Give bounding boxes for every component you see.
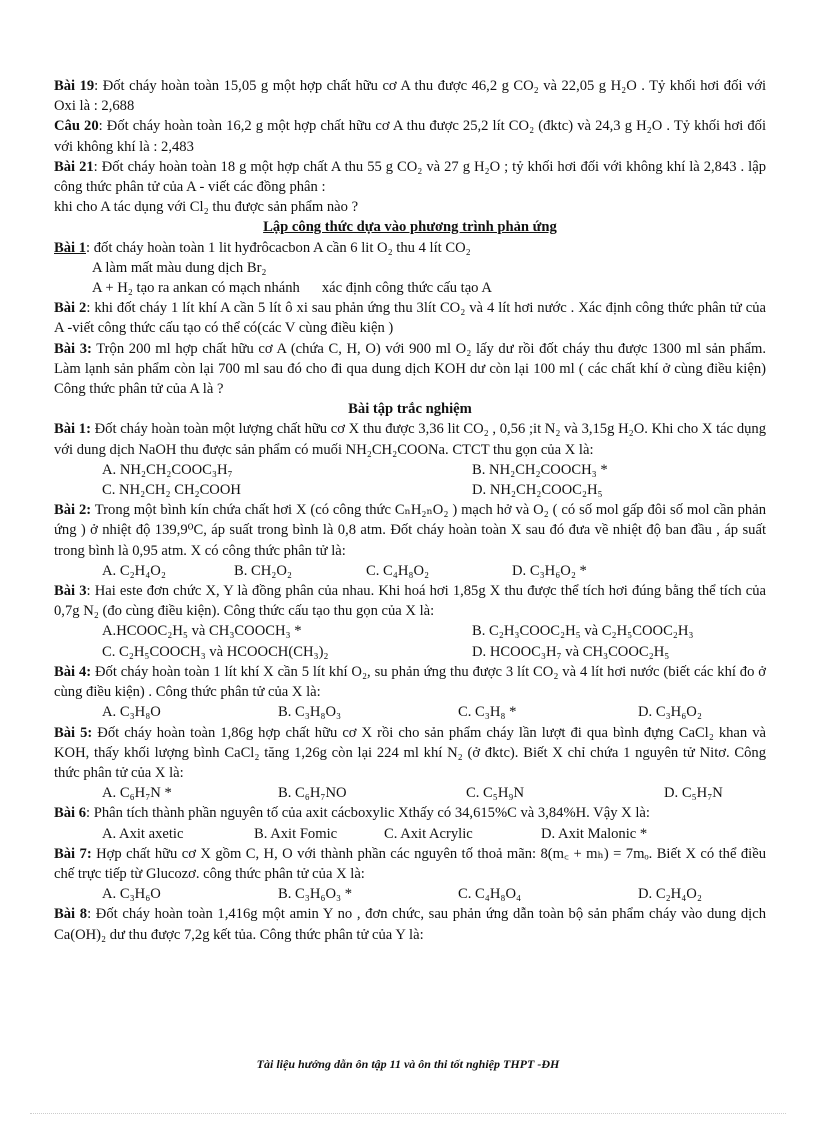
section-heading-reaction: Lập công thức dựa vào phương trình phản ứng: [263, 219, 557, 236]
quiz-7-options: [54, 884, 766, 904]
option-b: B. C₆H₇NO: [278, 785, 347, 802]
problem-text: : Đốt cháy hoàn toàn 18 g một hợp chất A thu 55 g CO₂ và 27 g H₂O ; tỷ khối hơi đối với không khí là 2,843 . lập công thức phân tử của A - viết các đồng phân :: [54, 158, 767, 196]
option-b: B. C₂H₃COOC₂H₅ và C₂H₅COOC₂H₃: [472, 623, 694, 640]
option-a: A. Axit axetic: [102, 825, 184, 842]
option-c: C. C₄H₈O₂: [366, 562, 430, 579]
problem-label: Bài 3:: [54, 340, 92, 357]
quiz-3: [54, 581, 766, 621]
option-b: B. C₃H₈O₃: [278, 704, 342, 721]
option-a: A. C₆H₇N *: [102, 785, 172, 802]
quiz-5: [54, 723, 766, 784]
problem-19: [54, 76, 766, 116]
quiz-7: [54, 844, 766, 884]
problem-label: Bài 4:: [54, 663, 92, 680]
problem-label: Bài 5:: [54, 724, 93, 741]
problem-text: Trong một bình kín chứa chất hơi X (có công thức CₙH₂ₙO₂ ) mạch hở và O₂ ( có số mol gấp đôi số mol cần phản ứng ) ở nhiệt độ 139,9⁰C, áp suất trong bình là 0,8 atm. Đốt cháy hoàn toàn X sau đó đưa về nhiệt độ ban đầu , áp suất trong bình là 0,95 atm. X có công thức phân tử là:: [54, 502, 766, 559]
quiz-1-options-row1: [54, 460, 766, 480]
quiz-1: [54, 419, 766, 459]
option-b: B. CH₂O₂: [234, 562, 293, 579]
quiz-4: [54, 662, 766, 702]
problem-20: [54, 116, 766, 156]
problem-text: : Đốt cháy hoàn toàn 1,416g một amin Y no , đơn chức, sau phản ứng dẫn toàn bộ sản phẩm cháy vào dung dịch Ca(OH)₂ dư thu được 7,2g kết tủa. Công thức phân tử của Y là:: [54, 906, 767, 943]
problem-text: : Hai este đơn chức X, Y là đồng phân của nhau. Khi hoá hơi 1,85g X thu được thể tích hơi đúng bằng thể tích của 0,7g N₂ (đo cùng điều kiện). Công thức cấu tạo thu gọn của X là:: [54, 583, 766, 620]
option-d: D. HCOOC₃H₇ và CH₃COOC₂H₅: [472, 643, 670, 660]
quiz-1-options-row2: [54, 480, 766, 500]
option-b: B. NH₂CH₂COOCH₃ *: [472, 461, 608, 478]
problem-label: Bài 1:: [54, 421, 91, 438]
option-c: C. C₃H₈ *: [458, 704, 517, 721]
option-a: A. C₃H₆O: [102, 886, 161, 903]
option-a: A. C₃H₈O: [102, 704, 161, 721]
problem-label: Bài 8: [54, 906, 88, 923]
quiz-5-options: [54, 783, 766, 803]
page-footer: Tài liệu hướng dẫn ôn tập 11 và ôn thi tốt nghiệp THPT -ĐH: [256, 1057, 560, 1071]
option-c: C. Axit Acrylic: [384, 825, 473, 842]
option-c: C. C₄H₈O₄: [458, 886, 522, 903]
problem-label: Bài 21: [54, 158, 94, 175]
problem-text: : đốt cháy hoàn toàn 1 lit hyđrôcacbon A cần 6 lit O₂ thu 4 lít CO₂: [86, 239, 471, 256]
option-a: A.HCOOC₂H₅ và CH₃COOCH₃ *: [102, 623, 302, 640]
problem-text: Đốt cháy hoàn toàn một lượng chất hữu cơ X thu được 3,36 lit CO₂ , 0,56 ;it N₂ và 3,15g H₂O. Khi cho X tác dụng với dung dịch NaOH thu được sản phẩm có muối NH₂CH₂COONa. CTCT thu gọn của X là:: [54, 421, 767, 458]
quiz-3-options-row2: [54, 642, 766, 662]
quiz-6-options: [54, 824, 766, 844]
problem-text: : Đốt cháy hoàn toàn 16,2 g một hợp chất hữu cơ A thu được 25,2 lít CO₂ (đktc) và 24,3 g H₂O . Tỷ khối hơi đối với không khí là : 2,483: [54, 118, 766, 155]
problem-text: Hợp chất hữu cơ X gồm C, H, O với thành phần các nguyên tố thoả mãn: 8(m꜀ + mₕ) = 7mₒ. Biết X có thể điều chế trực tiếp từ Glucozơ. công thức phân tử của X là:: [54, 845, 767, 882]
problem-label: Bài 3: [54, 583, 87, 600]
problem-21-line2: khi cho A tác dụng với Cl₂ thu được sản phẩm nào ?: [54, 199, 359, 216]
reaction-problem-1-line2: A làm mất màu dung dịch Br₂: [92, 259, 267, 276]
quiz-3-options-row1: [54, 621, 766, 641]
reaction-problem-3: [54, 339, 766, 400]
option-c: C. NH₂CH₂ CH₂COOH: [102, 482, 241, 499]
problem-label: Câu 20: [54, 118, 99, 135]
reaction-problem-1: [54, 238, 766, 258]
quiz-6: [54, 803, 766, 823]
option-d: D. C₅H₇N: [664, 785, 723, 802]
problem-label: Bài 19: [54, 78, 95, 94]
problem-label: Bài 1: [54, 239, 87, 256]
quiz-2: [54, 500, 766, 561]
option-c: C. C₅H₉N: [466, 785, 525, 802]
reaction-problem-2: [54, 298, 766, 338]
problem-21: [54, 157, 766, 197]
problem-text: : Phân tích thành phần nguyên tố của axit cácboxylic Xthấy có 34,615%C và 3,84%H. Vậy X là:: [86, 805, 650, 822]
problem-text: : Đốt cháy hoàn toàn 15,05 g một hợp chất hữu cơ A thu được 46,2 g CO₂ và 22,05 g H₂O . Tỷ khối hơi đối với Oxi là : 2,688: [54, 78, 766, 115]
problem-label: Bài 6: [54, 805, 87, 822]
option-d: D. Axit Malonic *: [541, 825, 648, 842]
section-heading-quiz: Bài tập trắc nghiệm: [348, 401, 472, 418]
reaction-problem-1-line3: [54, 278, 766, 298]
option-a: A. NH₂CH₂COOC₃H₇: [102, 461, 233, 478]
option-d: D. C₂H₄O₂: [638, 886, 702, 903]
problem-text: Đốt cháy hoàn toàn 1 lít khí X cần 5 lít khí O₂, su phản ứng thu được 3 lít CO₂ và 4 lít hơi nước (biết các khí đo ở cùng điều kiện) . Công thức phân tử của X là:: [54, 663, 766, 701]
quiz-2-options: [54, 561, 766, 581]
option-d: D. C₃H₆O₂: [638, 704, 702, 721]
problem-label: Bài 7:: [54, 845, 92, 862]
line-part: xác định công thức cấu tạo A: [321, 280, 492, 297]
page-bottom-divider: [30, 1113, 786, 1114]
option-a: A. C₂H₄O₂: [102, 562, 166, 579]
line-part: A + H₂ tạo ra ankan có mạch nhánh: [92, 280, 300, 297]
problem-text: Trộn 200 ml hợp chất hữu cơ A (chứa C, H, O) với 900 ml O₂ lấy dư rồi đốt cháy thu được 1300 ml sản phẩm. Làm lạnh sản phẩm còn lại 700 ml sau đó cho đi qua dung dịch KOH dư còn lại 100 ml ( các chất khí ở cùng điều kiện) Công thức phân tử của A là ?: [54, 340, 767, 398]
document-body: [54, 76, 766, 945]
option-c: C. C₂H₅COOCH₃ và HCOOCH(CH₃)₂: [102, 643, 329, 660]
problem-text: Đốt cháy hoàn toàn 1,86g hợp chất hữu cơ X rồi cho sản phẩm cháy lần lượt đi qua bình đựng CaCl₂ khan và KOH, thấy khối lượng bình CaCl₂ tăng 1,26g còn lại 224 ml khí N₂ (ở đktc). Biết X chỉ chứa 1 nguyên tử Nitơ. Công thức phân tử của X là:: [54, 724, 767, 781]
option-d: D. C₃H₆O₂ *: [512, 562, 587, 579]
quiz-8: [54, 904, 766, 944]
option-b: B. C₃H₆O₃ *: [278, 886, 353, 903]
option-d: D. NH₂CH₂COOC₂H₅: [472, 482, 603, 499]
problem-label: Bài 2: [54, 300, 87, 317]
quiz-4-options: [54, 702, 766, 722]
problem-text: : khi đốt cháy 1 lít khí A cần 5 lít ô xi sau phản ứng thu 3lít CO₂ và 4 lít hơi nước . Xác định công thức phân tử của A -viết công thức cấu tạo có thể có(các V cùng điều kiện ): [54, 300, 766, 337]
problem-label: Bài 2:: [54, 502, 92, 519]
option-b: B. Axit Fomic: [254, 825, 338, 842]
